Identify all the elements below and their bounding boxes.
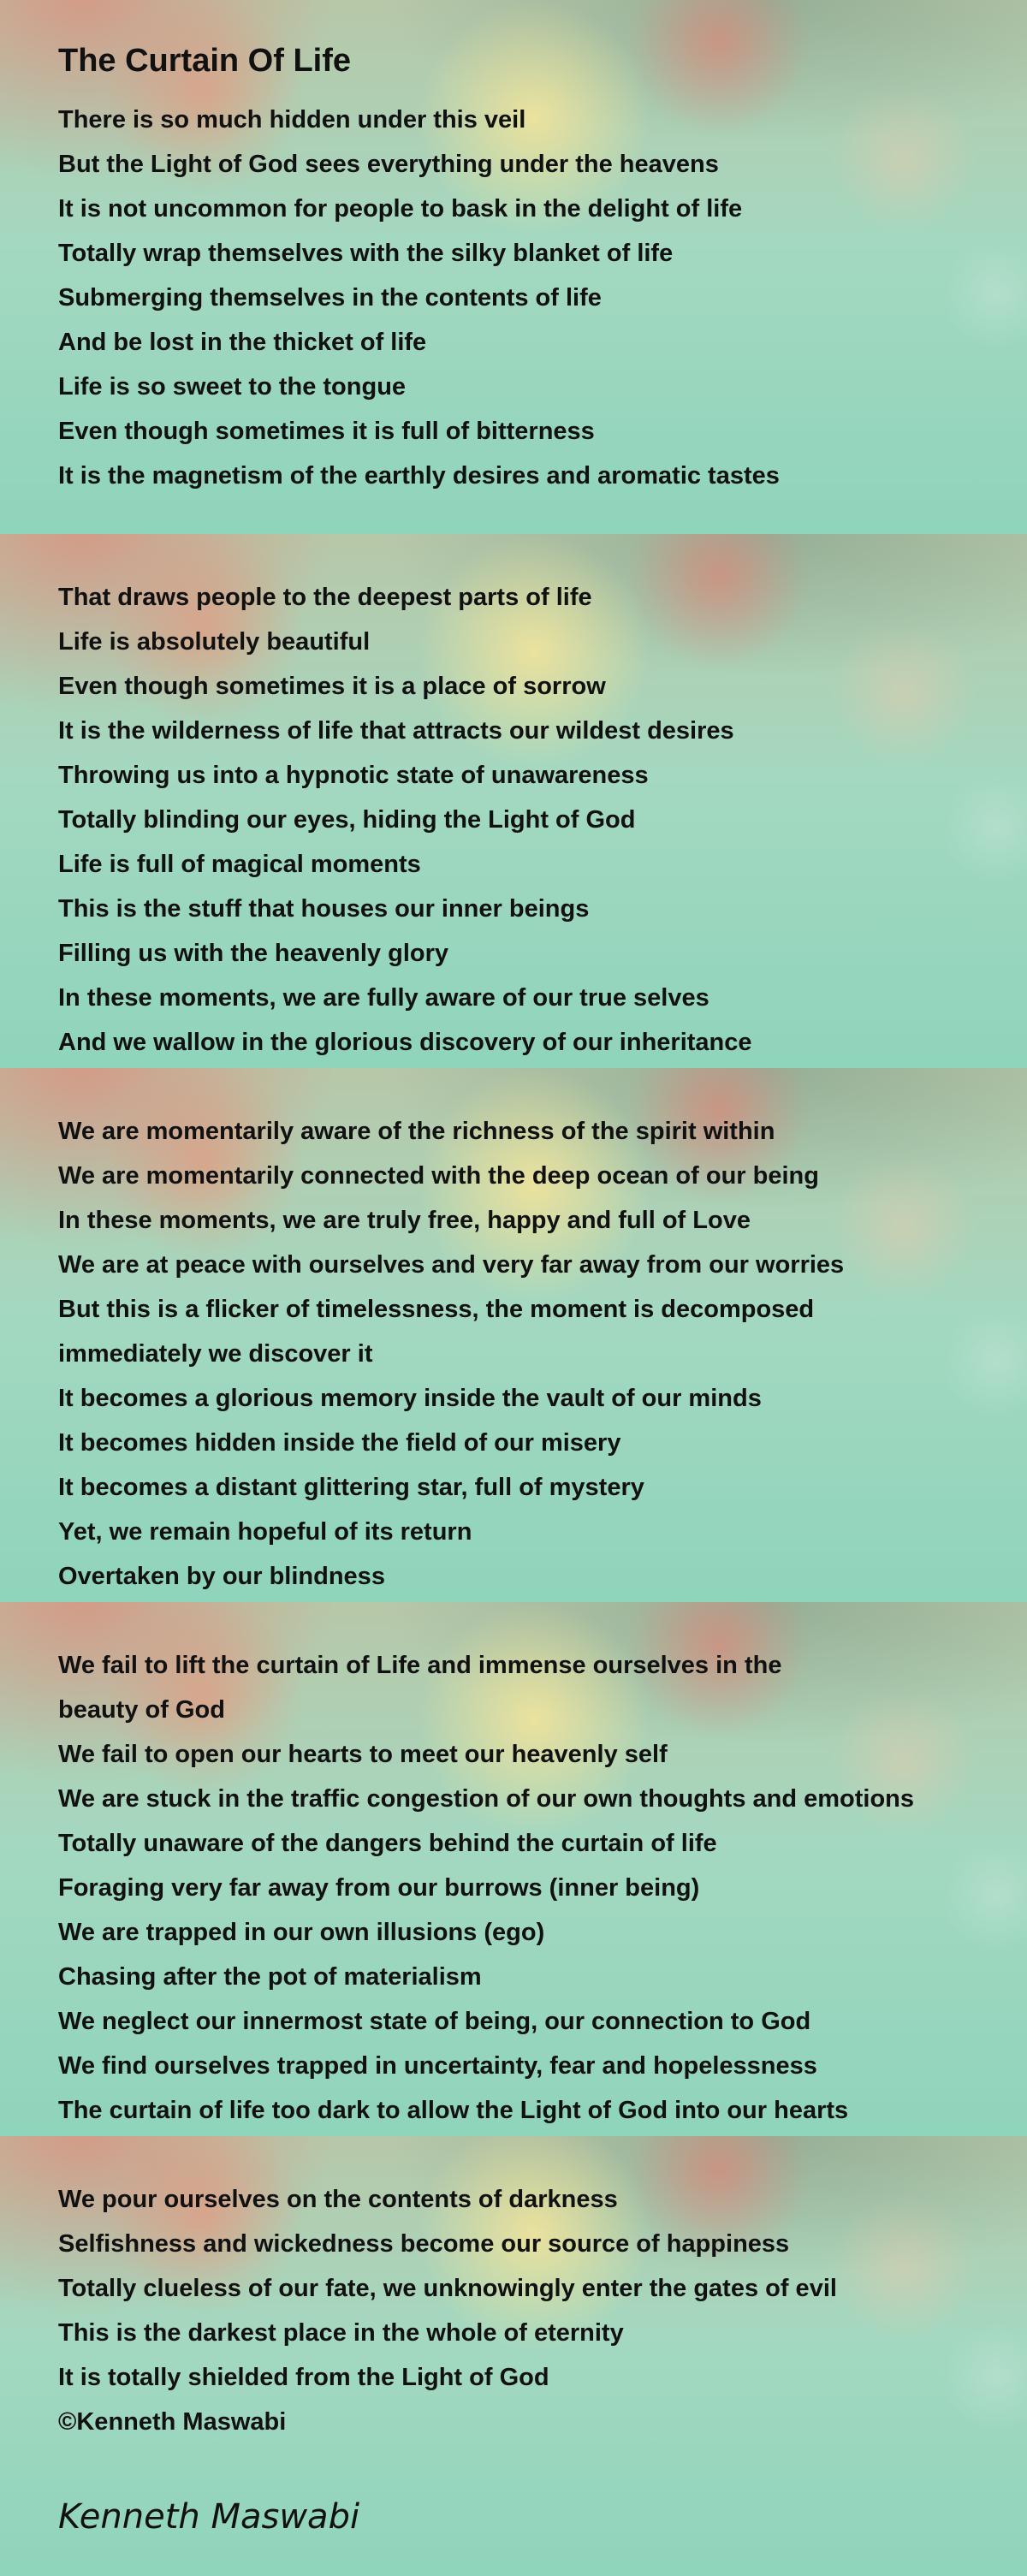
poem-line: But this is a flicker of timelessness, the moment is decomposed (58, 1296, 815, 1323)
stanza-3 (58, 1109, 1027, 1599)
poem-line: We find ourselves trapped in uncertainty, fear and hopelessness (58, 2052, 817, 2080)
poem-line: It is totally shielded from the Light of God (58, 2364, 549, 2391)
poem-line: Foraging very far away from our burrows (inner being) (58, 1874, 700, 1902)
copyright-line: ©Kenneth Maswabi (58, 2408, 287, 2436)
poem-line: We fail to lift the curtain of Life and immense ourselves in the (58, 1652, 782, 1679)
poem-line: We pour ourselves on the contents of darkness (58, 2186, 618, 2213)
poem-line: It becomes a glorious memory inside the vault of our minds (58, 1385, 762, 1412)
poem-line: There is so much hidden under this veil (58, 106, 526, 134)
poem-panel-3 (0, 1068, 1027, 1602)
poem-title: The Curtain Of Life (58, 43, 351, 79)
poem-line: In these moments, we are truly free, happy and full of Love (58, 1207, 751, 1234)
poem-line: We are momentarily connected with the deep ocean of our being (58, 1162, 819, 1190)
poem-line: We are at peace with ourselves and very far away from our worries (58, 1251, 845, 1279)
poem-line: immediately we discover it (58, 1340, 373, 1368)
poem-line: The curtain of life too dark to allow the Light of God into our hearts (58, 2097, 849, 2124)
poem-line: Even though sometimes it is full of bitterness (58, 418, 595, 445)
poem-line: We neglect our innermost state of being, our connection to God (58, 2008, 811, 2035)
poem-line: Throwing us into a hypnotic state of unawareness (58, 762, 649, 789)
poem-panel-4 (0, 1602, 1027, 2136)
poem-panel-5 (0, 2136, 1027, 2576)
poem-line: And be lost in the thicket of life (58, 329, 427, 356)
poem-line: Totally blinding our eyes, hiding the Light of God (58, 806, 636, 834)
poem-line: It becomes a distant glittering star, full of mystery (58, 1474, 644, 1501)
poem-line: Life is absolutely beautiful (58, 628, 371, 656)
poem-line: Even though sometimes it is a place of sorrow (58, 673, 606, 700)
stanza-2 (58, 575, 1027, 1065)
poem-line: This is the darkest place in the whole of eternity (58, 2319, 624, 2347)
poem-line: Totally clueless of our fate, we unknowingly enter the gates of evil (58, 2275, 837, 2302)
poem-line: Life is so sweet to the tongue (58, 373, 407, 401)
poem-line: We are stuck in the traffic congestion of our own thoughts and emotions (58, 1785, 915, 1813)
poem-line: beauty of God (58, 1696, 225, 1724)
poem-line: Yet, we remain hopeful of its return (58, 1518, 472, 1546)
poem-line: We fail to open our hearts to meet our heavenly self (58, 1741, 668, 1768)
poem-line: In these moments, we are fully aware of our true selves (58, 984, 709, 1012)
poem-line: Chasing after the pot of materialism (58, 1963, 482, 1991)
stanza-5 (58, 2177, 1027, 2444)
poem-line: This is the stuff that houses our inner beings (58, 895, 590, 923)
poem-line: And we wallow in the glorious discovery of our inheritance (58, 1029, 752, 1056)
poem-line: That draws people to the deepest parts of life (58, 584, 592, 611)
stanza-1 (58, 98, 1027, 498)
poem-line: We are momentarily aware of the richness of the spirit within (58, 1118, 775, 1145)
poem-line: It is the magnetism of the earthly desires and aromatic tastes (58, 462, 780, 490)
poem-panel-2 (0, 534, 1027, 1068)
poem-line: Selfishness and wickedness become our source of happiness (58, 2230, 790, 2258)
poem-line: Submerging themselves in the contents of life (58, 284, 602, 312)
poem-line: It is not uncommon for people to bask in the delight of life (58, 195, 743, 223)
poem-line: Totally wrap themselves with the silky blanket of life (58, 240, 674, 267)
stanza-4 (58, 1643, 1027, 2133)
poem-line: Life is full of magical moments (58, 851, 421, 878)
poem-line: It is the wilderness of life that attracts our wildest desires (58, 717, 734, 745)
poem-line: It becomes hidden inside the field of our misery (58, 1429, 621, 1457)
author-signature: Kenneth Maswabi (58, 2497, 360, 2537)
poem-panel-1 (0, 0, 1027, 534)
poem-line: But the Light of God sees everything under the heavens (58, 151, 719, 178)
poem-line: Filling us with the heavenly glory (58, 940, 449, 967)
poem-line: We are trapped in our own illusions (ego) (58, 1919, 545, 1946)
poem-line: Overtaken by our blindness (58, 1563, 385, 1590)
poem-line: Totally unaware of the dangers behind the curtain of life (58, 1830, 717, 1857)
